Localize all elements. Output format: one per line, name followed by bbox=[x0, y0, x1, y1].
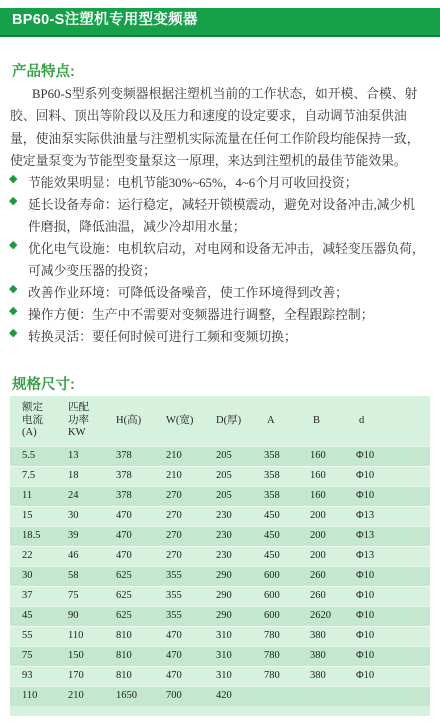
cell-rated-current: 75 bbox=[10, 646, 56, 666]
feature-list bbox=[0, 172, 440, 350]
cell-rated-current: 93 bbox=[10, 666, 56, 686]
cell-depth: 230 bbox=[204, 526, 252, 546]
table-row bbox=[10, 466, 430, 486]
column-header-depth: D(厚) bbox=[216, 414, 242, 426]
diamond-bullet-icon: ◆ bbox=[9, 238, 18, 251]
cell-width: 470 bbox=[154, 626, 204, 646]
cell-dim-b: 200 bbox=[298, 506, 344, 526]
cell-width: 355 bbox=[154, 606, 204, 626]
cell-dim-a: 780 bbox=[252, 626, 298, 646]
spec-table bbox=[10, 396, 430, 706]
feature-item bbox=[0, 238, 440, 282]
cell-matched-power: 75 bbox=[56, 586, 104, 606]
spec-heading: 规格尺寸: bbox=[12, 377, 75, 393]
cell-dim-b: 380 bbox=[298, 626, 344, 646]
cell-dim-b bbox=[298, 686, 344, 706]
feature-item bbox=[0, 282, 440, 304]
feature-text: 优化电气设施：电机软启动，对电网和设备无冲击，减轻变压器负荷， 可减少变压器的投资； bbox=[28, 242, 425, 278]
table-row bbox=[10, 486, 430, 506]
cell-dim-d: Φ13 bbox=[344, 526, 430, 546]
cell-matched-power: 18 bbox=[56, 466, 104, 486]
cell-depth: 230 bbox=[204, 506, 252, 526]
cell-dim-b: 380 bbox=[298, 646, 344, 666]
cell-matched-power: 58 bbox=[56, 566, 104, 586]
cell-width: 355 bbox=[154, 586, 204, 606]
cell-height: 1650 bbox=[104, 686, 154, 706]
table-header-row bbox=[10, 396, 430, 446]
table-row bbox=[10, 446, 430, 466]
cell-depth: 310 bbox=[204, 646, 252, 666]
diamond-bullet-icon: ◆ bbox=[9, 172, 18, 185]
cell-height: 625 bbox=[104, 566, 154, 586]
cell-height: 470 bbox=[104, 546, 154, 566]
cell-dim-a: 358 bbox=[252, 486, 298, 506]
cell-depth: 205 bbox=[204, 446, 252, 466]
cell-matched-power: 110 bbox=[56, 626, 104, 646]
feature-text: 改善作业环境：可降低设备噪音，使工作环境得到改善； bbox=[28, 286, 348, 300]
cell-width: 700 bbox=[154, 686, 204, 706]
column-header-dim-d: d bbox=[359, 414, 365, 426]
table-row bbox=[10, 546, 430, 566]
diamond-bullet-icon: ◆ bbox=[9, 304, 18, 317]
features-heading: 产品特点: bbox=[12, 64, 75, 80]
cell-dim-b: 260 bbox=[298, 566, 344, 586]
column-header-height: H(高) bbox=[116, 414, 142, 426]
column-header-width: W(宽) bbox=[166, 414, 194, 426]
cell-dim-a: 450 bbox=[252, 546, 298, 566]
cell-rated-current: 5.5 bbox=[10, 446, 56, 466]
cell-width: 470 bbox=[154, 646, 204, 666]
cell-dim-d bbox=[344, 686, 430, 706]
cell-dim-d: Φ10 bbox=[344, 666, 430, 686]
cell-width: 470 bbox=[154, 666, 204, 686]
cell-dim-b: 260 bbox=[298, 586, 344, 606]
cell-matched-power: 39 bbox=[56, 526, 104, 546]
cell-height: 810 bbox=[104, 626, 154, 646]
cell-height: 378 bbox=[104, 446, 154, 466]
feature-text: 转换灵活：要任何时候可进行工频和变频切换； bbox=[28, 330, 297, 344]
cell-rated-current: 18.5 bbox=[10, 526, 56, 546]
cell-dim-a: 780 bbox=[252, 646, 298, 666]
cell-rated-current: 22 bbox=[10, 546, 56, 566]
cell-dim-a: 600 bbox=[252, 586, 298, 606]
cell-dim-b: 380 bbox=[298, 666, 344, 686]
cell-height: 810 bbox=[104, 666, 154, 686]
table-row bbox=[10, 526, 430, 546]
cell-dim-b: 160 bbox=[298, 486, 344, 506]
cell-dim-b: 200 bbox=[298, 546, 344, 566]
cell-rated-current: 30 bbox=[10, 566, 56, 586]
cell-dim-a: 450 bbox=[252, 506, 298, 526]
cell-dim-d: Φ10 bbox=[344, 466, 430, 486]
cell-matched-power: 210 bbox=[56, 686, 104, 706]
cell-depth: 290 bbox=[204, 606, 252, 626]
cell-dim-d: Φ10 bbox=[344, 606, 430, 626]
feature-text: 操作方便：生产中不需要对变频器进行调整，全程跟踪控制； bbox=[28, 308, 374, 322]
title-bar bbox=[0, 8, 440, 37]
feature-item bbox=[0, 172, 440, 194]
column-header-dim-b: B bbox=[313, 414, 321, 426]
table-row bbox=[10, 686, 430, 706]
feature-item bbox=[0, 304, 440, 326]
cell-width: 210 bbox=[154, 466, 204, 486]
diamond-bullet-icon: ◆ bbox=[9, 282, 18, 295]
cell-rated-current: 37 bbox=[10, 586, 56, 606]
cell-dim-b: 2620 bbox=[298, 606, 344, 626]
cell-dim-a: 358 bbox=[252, 466, 298, 486]
table-row bbox=[10, 646, 430, 666]
cell-dim-a: 600 bbox=[252, 566, 298, 586]
cell-depth: 290 bbox=[204, 566, 252, 586]
cell-dim-b: 160 bbox=[298, 446, 344, 466]
cell-dim-a bbox=[252, 686, 298, 706]
cell-dim-d: Φ10 bbox=[344, 586, 430, 606]
cell-matched-power: 90 bbox=[56, 606, 104, 626]
cell-depth: 310 bbox=[204, 626, 252, 646]
cell-width: 355 bbox=[154, 566, 204, 586]
cell-rated-current: 7.5 bbox=[10, 466, 56, 486]
cell-dim-a: 450 bbox=[252, 526, 298, 546]
cell-depth: 420 bbox=[204, 686, 252, 706]
cell-matched-power: 170 bbox=[56, 666, 104, 686]
table-row bbox=[10, 666, 430, 686]
feature-item bbox=[0, 326, 440, 348]
cell-depth: 205 bbox=[204, 466, 252, 486]
cell-dim-b: 200 bbox=[298, 526, 344, 546]
cell-width: 210 bbox=[154, 446, 204, 466]
cell-height: 470 bbox=[104, 506, 154, 526]
table-row bbox=[10, 506, 430, 526]
column-header-dim-a: A bbox=[267, 414, 275, 426]
diamond-bullet-icon: ◆ bbox=[9, 326, 18, 339]
cell-dim-d: Φ13 bbox=[344, 546, 430, 566]
table-row bbox=[10, 626, 430, 646]
cell-matched-power: 13 bbox=[56, 446, 104, 466]
feature-text: 节能效果明显：电机节能30%~65%，4~6个月可收回投资； bbox=[28, 176, 358, 190]
cell-matched-power: 150 bbox=[56, 646, 104, 666]
diamond-bullet-icon: ◆ bbox=[9, 194, 18, 207]
cell-dim-d: Φ13 bbox=[344, 506, 430, 526]
cell-height: 378 bbox=[104, 486, 154, 506]
cell-dim-a: 600 bbox=[252, 606, 298, 626]
cell-dim-d: Φ10 bbox=[344, 446, 430, 466]
cell-matched-power: 24 bbox=[56, 486, 104, 506]
table-row bbox=[10, 606, 430, 626]
cell-width: 270 bbox=[154, 506, 204, 526]
cell-dim-b: 160 bbox=[298, 466, 344, 486]
cell-rated-current: 110 bbox=[10, 686, 56, 706]
cell-height: 625 bbox=[104, 606, 154, 626]
cell-dim-d: Φ10 bbox=[344, 646, 430, 666]
cell-dim-d: Φ10 bbox=[344, 626, 430, 646]
cell-dim-a: 358 bbox=[252, 446, 298, 466]
column-header-matched-power: 匹配 功率 KW bbox=[68, 402, 89, 439]
cell-width: 270 bbox=[154, 526, 204, 546]
table-row bbox=[10, 566, 430, 586]
cell-width: 270 bbox=[154, 546, 204, 566]
cell-height: 810 bbox=[104, 646, 154, 666]
cell-rated-current: 45 bbox=[10, 606, 56, 626]
cell-depth: 230 bbox=[204, 546, 252, 566]
table-row bbox=[10, 586, 430, 606]
cell-depth: 205 bbox=[204, 486, 252, 506]
cell-height: 625 bbox=[104, 586, 154, 606]
intro-paragraph: BP60-S型系列变频器根据注塑机当前的工作状态，如开模、合模、射 胶、回料、顶出等阶段以及压力和速度的设定要求，自动调节油泵供油 量，使油泵实际供油量与注塑机实际流量在任何工作阶段均能保持一致， 使定量泵变为节能型变量泵这一原理，来达到注塑机的最佳节能效果。 bbox=[10, 87, 420, 168]
cell-rated-current: 11 bbox=[10, 486, 56, 506]
cell-matched-power: 46 bbox=[56, 546, 104, 566]
cell-dim-a: 780 bbox=[252, 666, 298, 686]
feature-item bbox=[0, 194, 440, 238]
cell-rated-current: 55 bbox=[10, 626, 56, 646]
cell-dim-d: Φ10 bbox=[344, 566, 430, 586]
cell-depth: 290 bbox=[204, 586, 252, 606]
cell-rated-current: 15 bbox=[10, 506, 56, 526]
page-title: BP60-S注塑机专用型变频器 bbox=[12, 12, 198, 28]
cell-depth: 310 bbox=[204, 666, 252, 686]
cell-height: 378 bbox=[104, 466, 154, 486]
cell-height: 470 bbox=[104, 526, 154, 546]
feature-text: 延长设备寿命：运行稳定，减轻开锁模震动，避免对设备冲击,减少机 件磨损，降低油温，减少冷却用水量； bbox=[28, 198, 416, 234]
cell-dim-d: Φ10 bbox=[344, 486, 430, 506]
cell-width: 270 bbox=[154, 486, 204, 506]
column-header-rated-current: 额定 电流 (A) bbox=[22, 402, 43, 439]
spec-table-container bbox=[10, 396, 430, 716]
cell-matched-power: 30 bbox=[56, 506, 104, 526]
